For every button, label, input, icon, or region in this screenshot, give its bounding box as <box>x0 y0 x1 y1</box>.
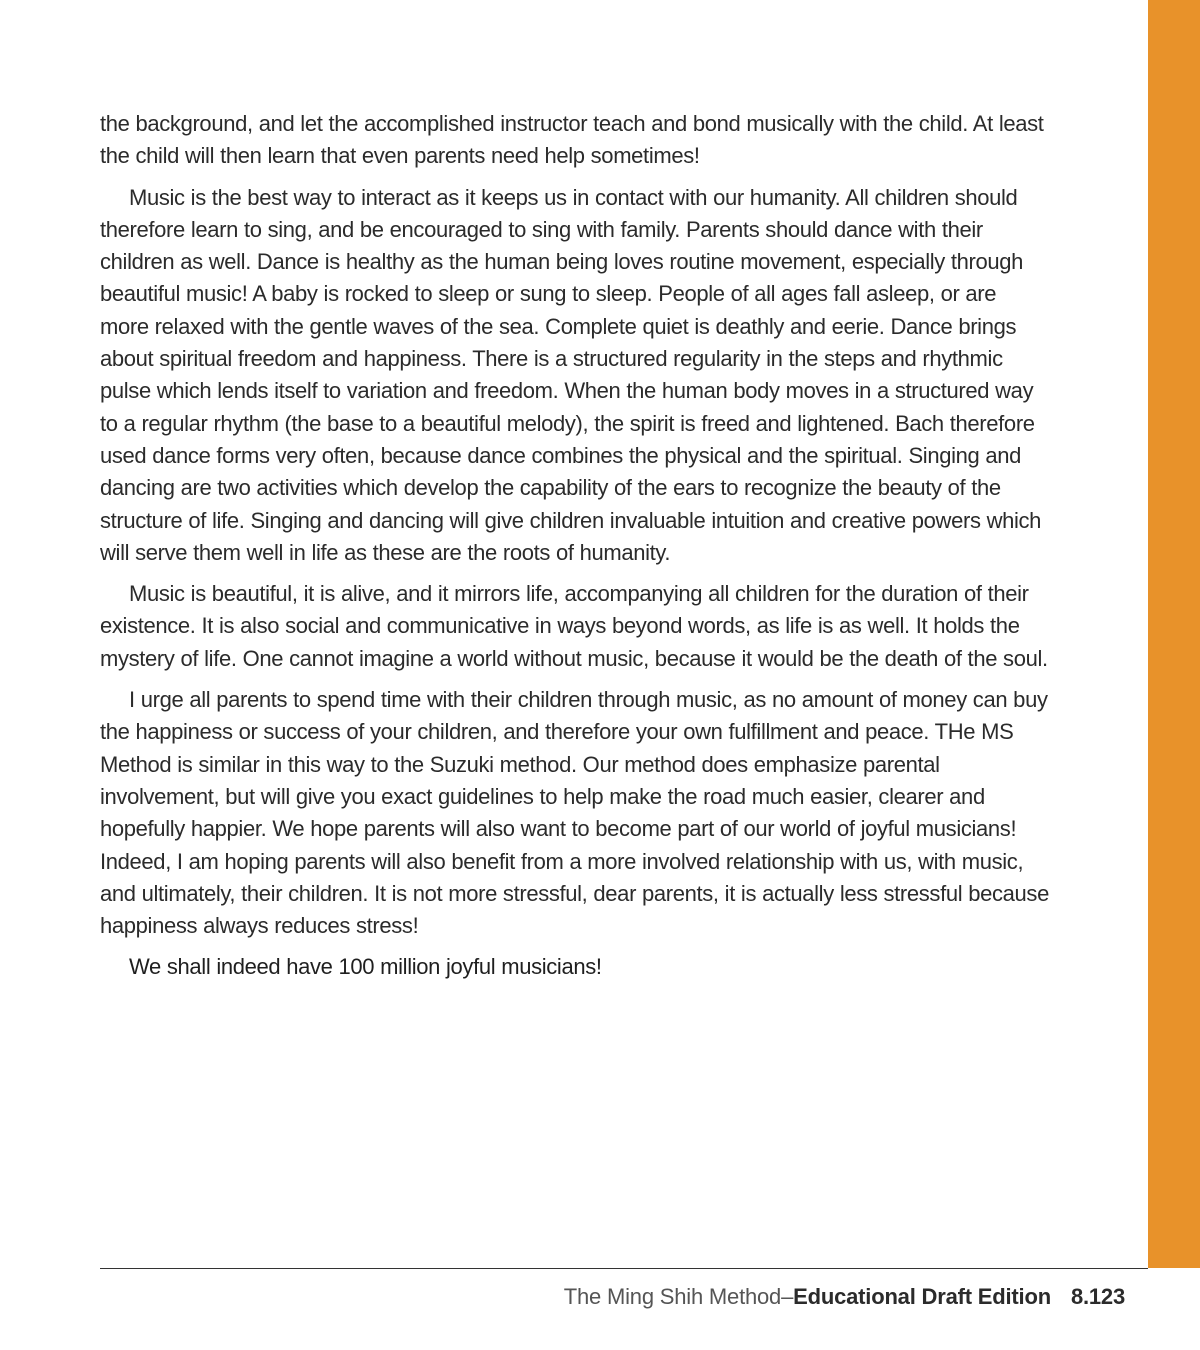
page-footer <box>564 1282 1125 1312</box>
page-number: 8.123 <box>1070 1284 1125 1309</box>
closing-line: We shall indeed have 100 million joyful musicians! <box>129 954 602 980</box>
accent-side-bar <box>1148 0 1200 1268</box>
page-body <box>100 108 1050 993</box>
paragraph-continued: the background, and let the accomplished instructor teach and bond musically with the child. At least the child will then learn that even parents need help sometimes! <box>100 111 1044 169</box>
footer-divider <box>100 1268 1148 1269</box>
footer-book-title: The Ming Shih Method– <box>563 1284 794 1309</box>
paragraph-music-humanity: Music is the best way to interact as it keeps us in contact with our humanity. All children should therefore learn to sing, and be encouraged to sing with family. Parents should dance with their children as well. Dance is healthy as the human being loves routine movement, especially through beautiful music! A baby is rocked to sleep or sung to sleep. People of all ages fall asleep, or are more relaxed with the gentle waves of the sea. Complete quiet is deathly and eerie. Dance brings about spiritual freedom and happiness. There is a structured regularity in the steps and rhythmic pulse which lends itself to variation and freedom. When the human body moves in a structured way to a regular rhythm (the base to a beautiful melody), the spirit is freed and lightened. Bach therefore used dance forms very often, because dance combines the physical and the spiritual. Singing and dancing are two activities which develop the capability of the ears to recognize the beauty of the structure of life. Singing and dancing will give children invaluable intuition and creative powers which will serve them well in life as these are the roots of humanity. <box>100 184 1042 565</box>
paragraph-music-beautiful: Music is beautiful, it is alive, and it mirrors life, accompanying all children for the duration of their existence. It is also social and communicative in ways beyond words, as life is as well. It holds the mystery of life. One cannot imagine a world without music, because it would be the death of the soul. <box>100 581 1048 671</box>
footer-edition: Educational Draft Edition <box>793 1284 1051 1309</box>
paragraph-urge-parents: I urge all parents to spend time with their children through music, as no amount of money can buy the happiness or success of your children, and therefore your own fulfillment and peace. THe MS Method is similar in this way to the Suzuki method. Our method does emphasize parental involvement, but will give you exact guidelines to help make the road much easier, clearer and hopefully happier. We hope parents will also want to become part of our world of joyful musicians! Indeed, I am hoping parents will also benefit from a more involved relationship with us, with music, and ultimately, their children. It is not more stressful, dear parents, it is actually less stressful because happiness always reduces stress! <box>100 687 1049 939</box>
